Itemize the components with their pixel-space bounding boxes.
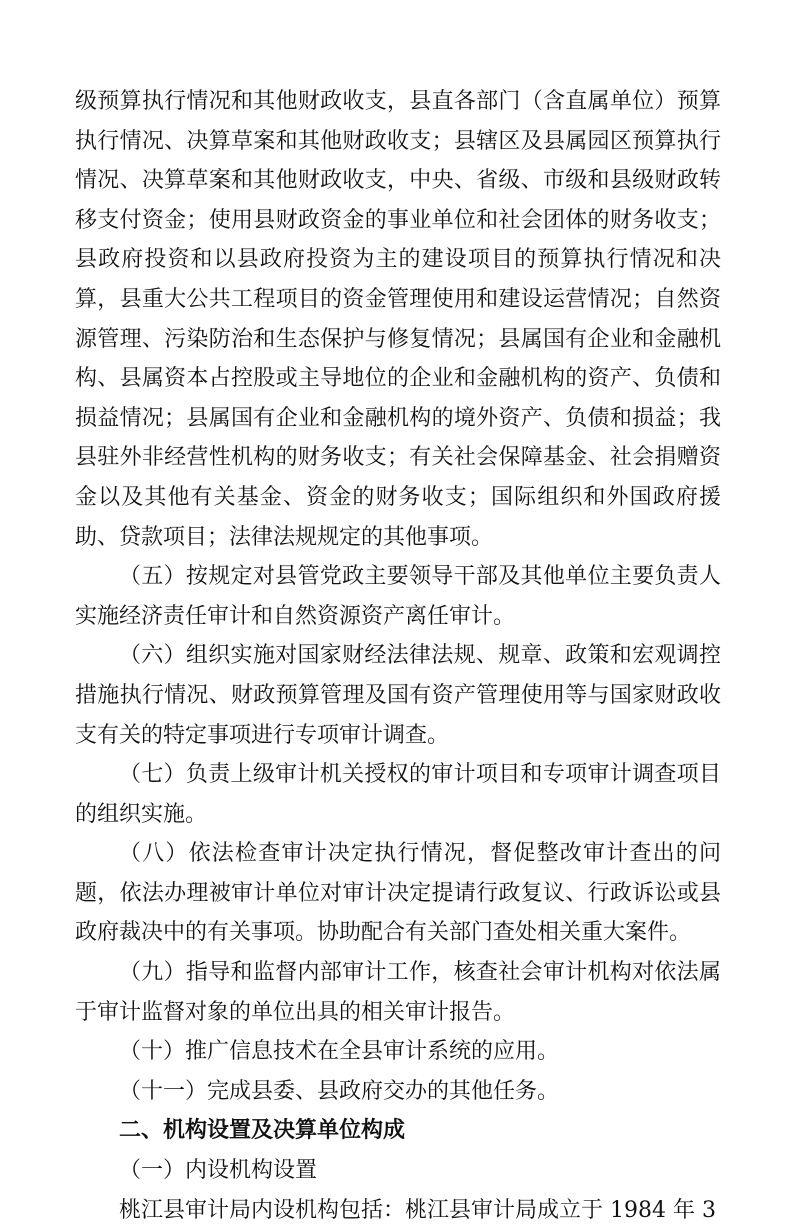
subsection-heading: （一）内设机构设置 (119, 1158, 318, 1184)
document-body (75, 82, 721, 1230)
paragraph-item-9: （九）指导和监督内部审计工作，核查社会审计机构对依法属于审计监督对象的单位出具的相关审计报告。 (75, 960, 721, 1025)
paragraph-item-10: （十）推广信息技术在全县审计系统的应用。 (119, 1039, 560, 1065)
paragraph-item-11: （十一）完成县委、县政府交办的其他任务。 (119, 1078, 560, 1104)
paragraph-item-5: （五）按规定对县管党政主要领导干部及其他单位主要负责人实施经济责任审计和自然资源资产离任审计。 (75, 564, 721, 629)
paragraph-item-8: （八）依法检查审计决定执行情况，督促整改审计查出的问题，依法办理被审计单位对审计决定提请行政复议、行政诉讼或县政府裁决中的有关事项。协助配合有关部门查处相关重大案件。 (75, 841, 721, 946)
paragraph-internal-structure: 桃江县审计局内设机构包括：桃江县审计局成立于 1984 年 3 (119, 1197, 716, 1223)
paragraph-item-7: （七）负责上级审计机关授权的审计项目和专项审计调查项目的组织实施。 (75, 762, 721, 827)
section-heading: 二、机构设置及决算单位构成 (119, 1118, 406, 1144)
paragraph-audit-scope: 级预算执行情况和其他财政收支，县直各部门（含直属单位）预算执行情况、决算草案和其他财政收支；县辖区及县属园区预算执行情况、决算草案和其他财政收支，中央、省级、市级和县级财政转移支付资金；使用县财政资金的事业单位和社会团体的财务收支；县政府投资和以县政府投资为主的建设项目的预算执行情况和决算，县重大公共工程项目的资金管理使用和建设运营情况；自然资源管理、污染防治和生态保护与修复情况；县属国有企业和金融机构、县属资本占控股或主导地位的企业和金融机构的资产、负债和损益情况；县属国有企业和金融机构的境外资产、负债和损益；我县驻外非经营性机构的财务收支；有关社会保障基金、社会捐赠资金以及其他有关基金、资金的财务收支；国际组织和外国政府援助、贷款项目；法律法规规定的其他事项。 (75, 89, 721, 550)
paragraph-item-6: （六）组织实施对国家财经法律法规、规章、政策和宏观调控措施执行情况、财政预算管理及国有资产管理使用等与国家财政收支有关的特定事项进行专项审计调查。 (75, 643, 721, 748)
